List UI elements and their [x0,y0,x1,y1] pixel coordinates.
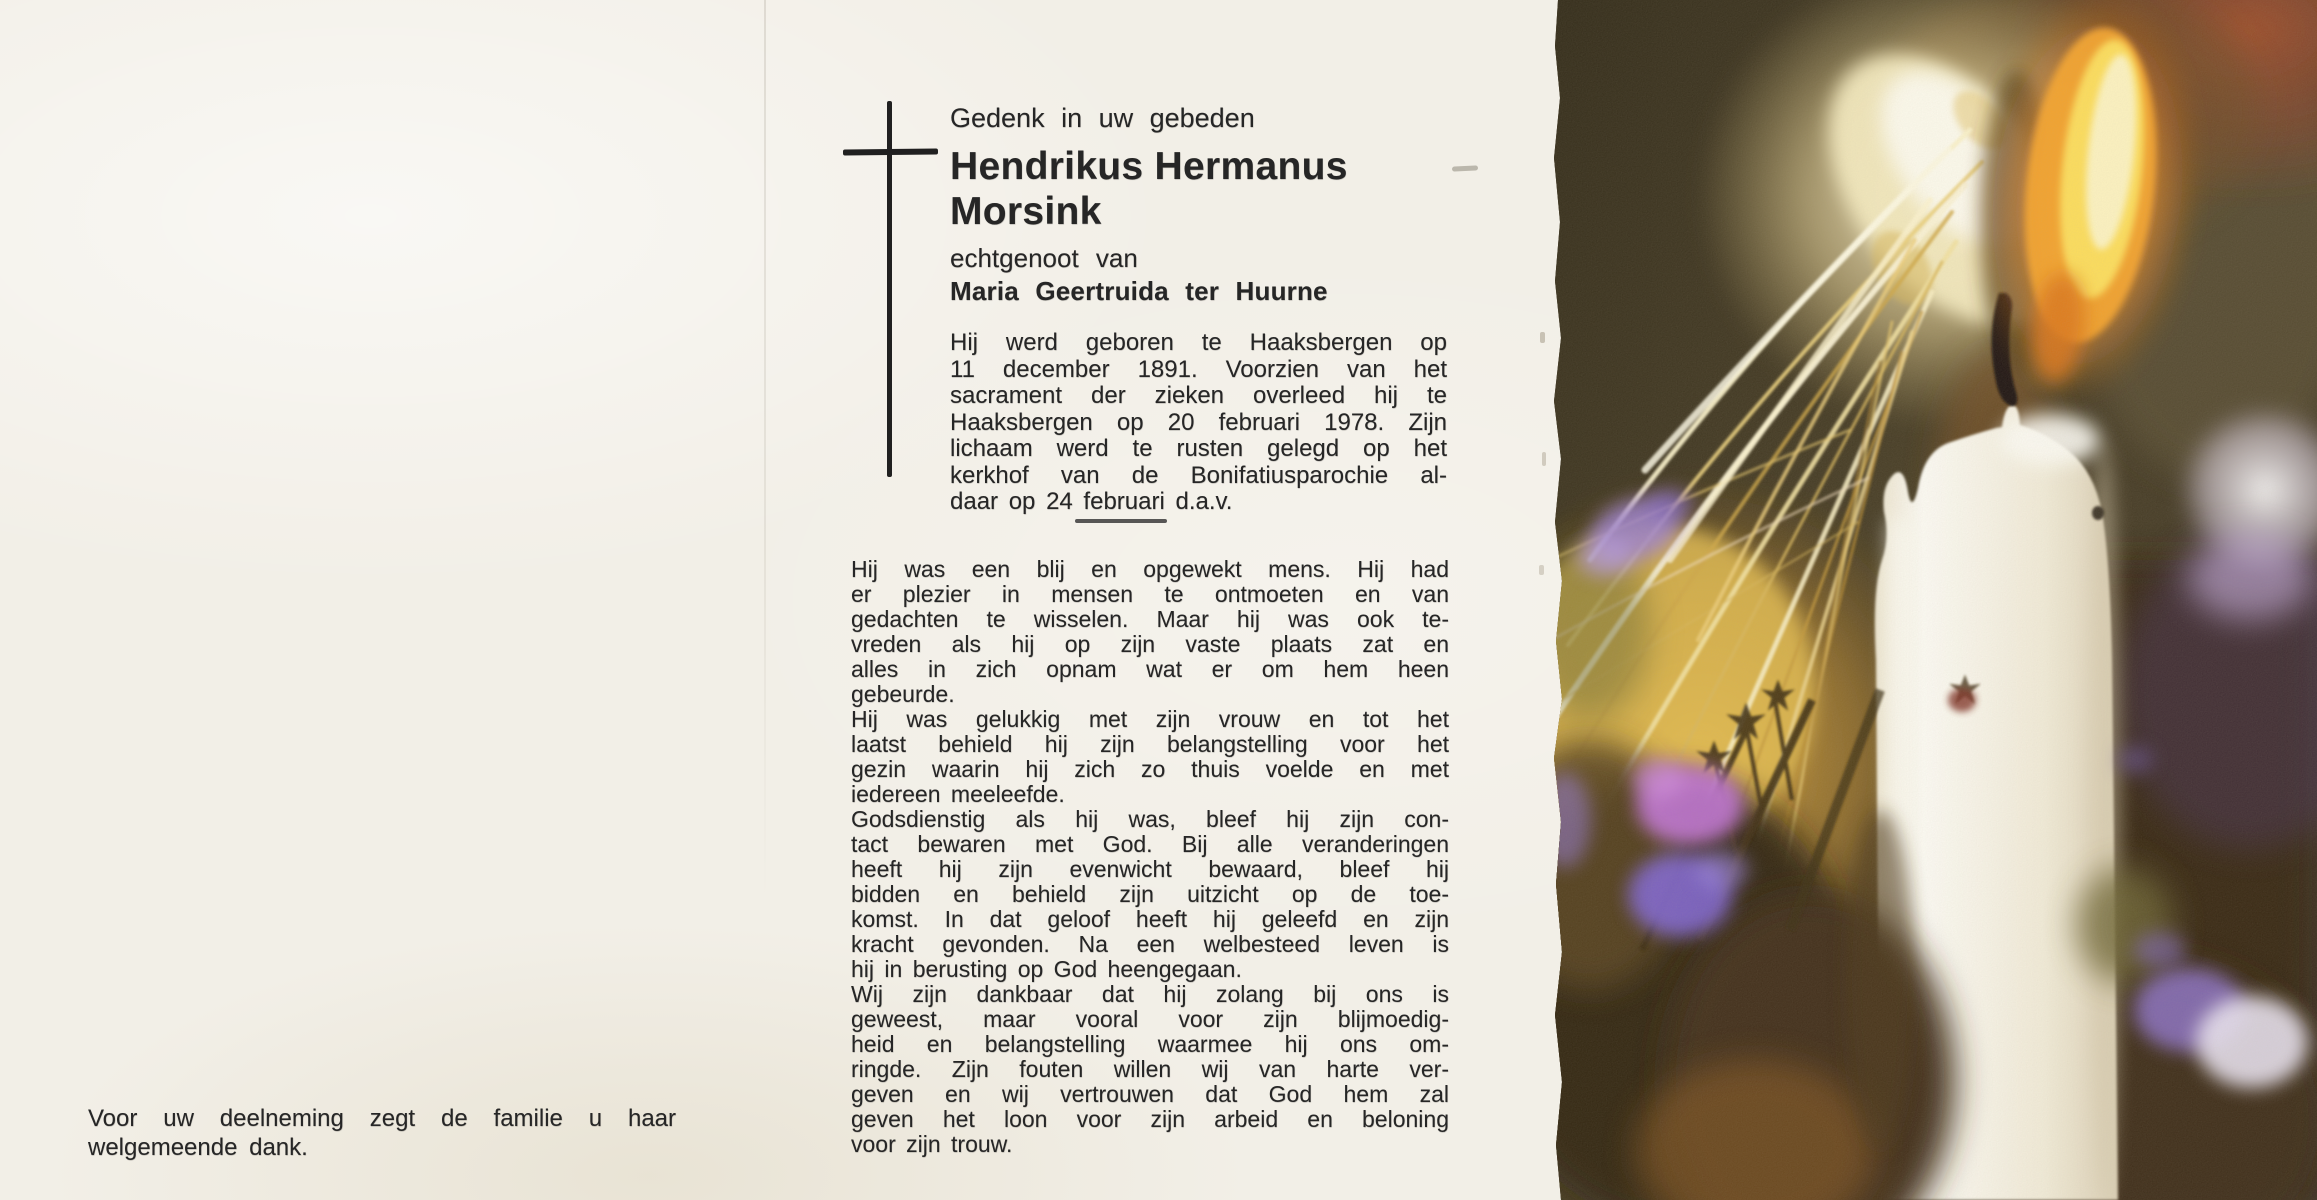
text-line: Hij was een blij en opgewekt mens. Hij had [851,556,1449,582]
text-line: geven en wij vertrouwen dat God hem zal [851,1081,1449,1107]
text-line: Hij was gelukkig met zijn vrouw en tot het [851,706,1449,732]
cross-vertical-bar [887,101,892,477]
text-line: Godsdienstig als hij was, bleef hij zijn con- [851,806,1449,832]
text-line: daar op 24 februari d.a.v. [950,488,1233,515]
text-line: Hij werd geboren te Haaksbergen op [950,329,1447,356]
text-line: laatst behield hij zijn belangstelling voor het [851,731,1449,757]
panel-fold-line [764,0,766,1200]
text-line: sacrament der zieken overleed hij te [950,382,1447,409]
text-line: Wij zijn dankbaar dat hij zolang bij ons is [851,981,1449,1007]
text-line: voor zijn trouw. [851,1131,1013,1157]
text-line: kracht gevonden. Na een welbesteed leven is [851,931,1449,957]
text-line: hij in berusting op God heengegaan. [851,956,1242,982]
text-line: geweest, maar vooral voor zijn blijmoedig- [851,1006,1449,1032]
text-line: tact bewaren met God. Bij alle veranderingen [851,831,1449,857]
text-line: komst. In dat geloof heeft hij geleefd en zijn [851,906,1449,932]
text-line: gezin waarin hij zich zo thuis voelde en met [851,756,1449,782]
deceased-name [950,144,1348,234]
text-line: geven het loon voor zijn arbeid en beloning [851,1106,1449,1132]
text-line: welgemeende dank. [88,1134,308,1161]
text-line: bidden en behield zijn uitzicht op de toe- [851,881,1449,907]
scan-speck [1542,452,1546,466]
text-line: iedereen meeleefde. [851,781,1065,807]
print-artifact [1452,165,1478,171]
cross-horizontal-bar [843,149,938,156]
spouse-name: Maria Geertruida ter Huurne [950,276,1328,306]
text-line: Voor uw deelneming zegt de familie u haar [88,1105,676,1132]
scan-speck [1540,332,1545,343]
text-line: heid en belangstelling waarmee hij ons om- [851,1031,1449,1057]
life-description [851,557,1449,1157]
text-line: vreden als hij op zijn vaste plaats zat en [851,631,1449,657]
memorial-intro: Gedenk in uw gebeden [950,103,1255,133]
text-line: lichaam werd te rusten gelegd op het [950,435,1447,462]
text-line: kerkhof van de Bonifatiusparochie al- [950,461,1447,489]
text-line: gedachten te wisselen. Maar hij was ook te- [851,606,1449,632]
deceased-name-line2: Morsink [950,190,1102,233]
text-line: er plezier in mensen te ontmoeten en van [851,581,1449,607]
memorial-photo [1550,0,2317,1200]
deceased-name-line1: Hendrikus Hermanus [950,145,1348,188]
text-line: alles in zich opnam wat er om hem heen [851,656,1449,682]
text-line: gebeurde. [851,681,955,707]
photo-grain [1550,0,2317,1200]
biography-paragraph [950,330,1447,516]
scan-speck [1539,565,1544,575]
memorial-photo-art [1550,0,2317,1200]
text-line: 11 december 1891. Voorzien van het [950,355,1447,383]
section-divider [1075,519,1167,523]
relation-label: echtgenoot van [950,243,1138,273]
thanks-note [88,1104,676,1162]
text-line: ringde. Zijn fouten willen wij van harte ver- [851,1056,1449,1082]
text-line: heeft hij zijn evenwicht bewaard, bleef hij [851,856,1449,882]
text-line: Haaksbergen op 20 februari 1978. Zijn [950,408,1447,436]
